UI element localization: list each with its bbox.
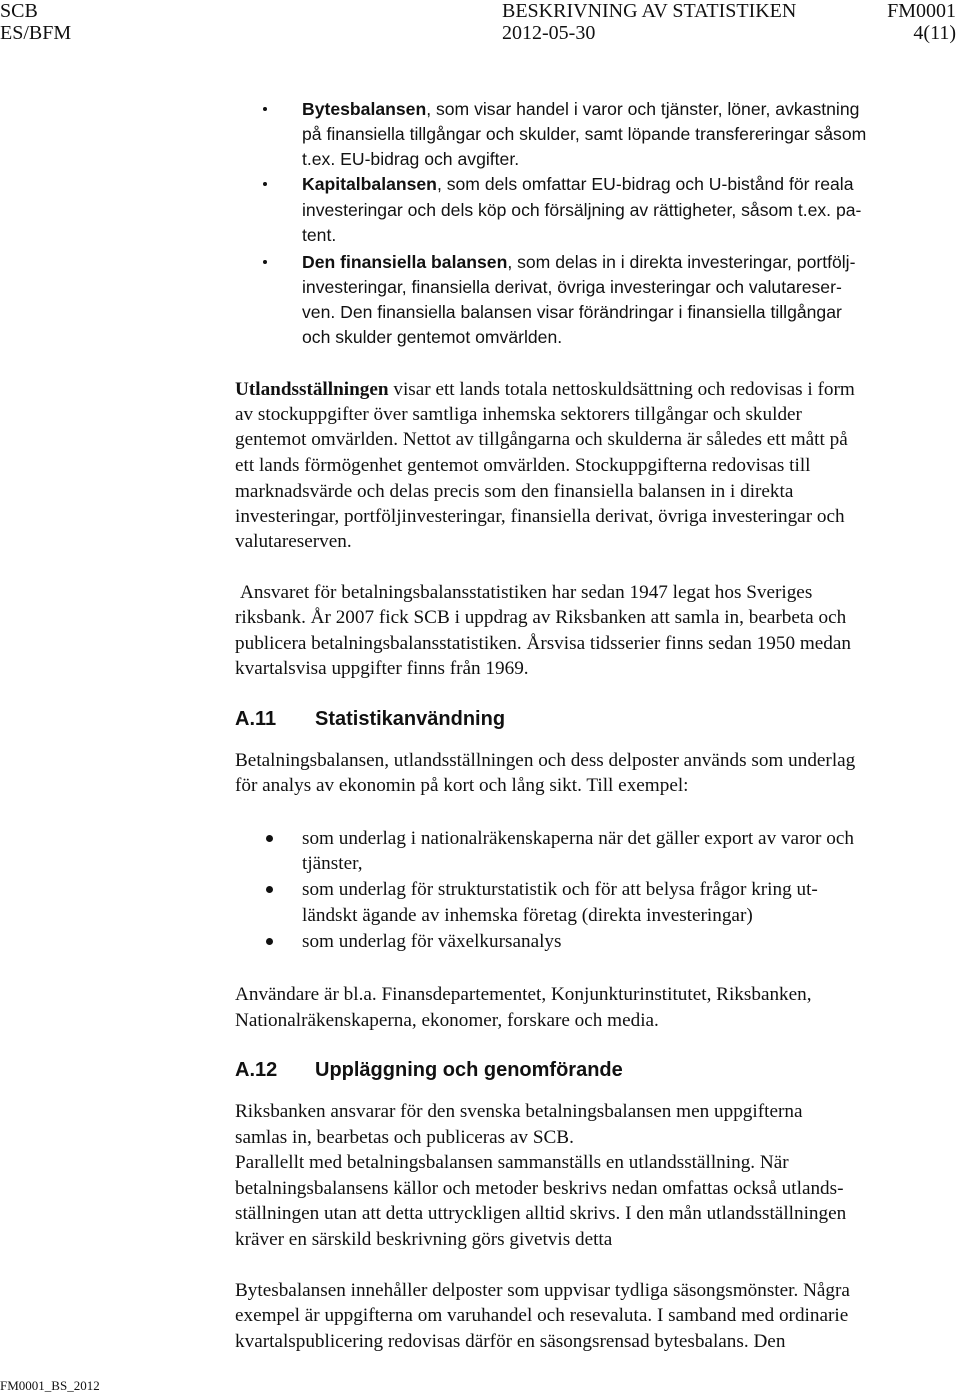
bullet-icon — [263, 260, 267, 264]
list-item-line: som underlag för växelkursanalys — [302, 931, 562, 952]
list-item-line: investeringar, finansiella derivat, övriga investeringar och valutareser- — [302, 277, 842, 297]
paragraph-line: betalningsbalansens källor och metoder beskrivs nedan omfattas också utlands- — [235, 1178, 844, 1199]
bullet-icon — [266, 886, 273, 893]
term-finansiella-balansen: Den finansiella balansen — [302, 252, 508, 272]
paragraph-line: Nationalräkenskaperna, ekonomer, forskare och media. — [235, 1010, 659, 1031]
section-number: A.12 — [235, 1059, 278, 1081]
list-item-line: ven. Den finansiella balansen visar förändringar i finansiella tillgångar — [302, 302, 842, 322]
section-title: Uppläggning och genomförande — [315, 1059, 623, 1081]
section-title: Statistikanvändning — [315, 708, 506, 730]
term-bytesbalansen: Bytesbalansen — [302, 99, 427, 119]
bullet-icon — [266, 938, 273, 945]
bullet-icon — [263, 182, 267, 186]
paragraph-line: gentemot omvärlden. Nettot av tillgångarna och skulderna är således ett mått på — [235, 429, 848, 450]
term-utlandsstallningen: Utlandsställningen — [235, 379, 389, 400]
list-item-line: Den finansiella balansen, som delas in i direkta investeringar, portfölj- — [302, 252, 856, 272]
list-item-line: som underlag för strukturstatistik och för att belysa frågor kring ut- — [302, 879, 818, 900]
paragraph-line: Ansvaret för betalningsbalansstatistiken har sedan 1947 legat hos Sveriges — [240, 582, 813, 603]
paragraph-line: kvartalspublicering redovisas därför en säsongsrensad bytesbalans. Den — [235, 1331, 786, 1352]
list-item-line: Bytesbalansen, som visar handel i varor och tjänster, löner, avkastning — [302, 99, 860, 119]
header-page-number: 4(11) — [913, 22, 956, 44]
paragraph-line: Utlandsställningen visar ett lands totala nettoskuldsättning och redovisas i form — [235, 379, 855, 400]
bullet-icon — [263, 107, 267, 111]
list-item-line: på finansiella tillgångar och skulder, samt löpande transfereringar såsom — [302, 124, 867, 144]
paragraph-line: valutareserven. — [235, 531, 352, 552]
header-unit: ES/BFM — [0, 22, 72, 44]
paragraph-line: Bytesbalansen innehåller delposter som uppvisar tydliga säsongsmönster. Några — [235, 1280, 850, 1301]
header-doc-code: FM0001 — [887, 0, 956, 22]
header-date: 2012-05-30 — [502, 22, 596, 44]
paragraph-line: Parallellt med betalningsbalansen sammanställs en utlandsställning. När — [235, 1152, 789, 1173]
list-item-line: ländskt ägande av inhemska företag (direkta investeringar) — [302, 905, 753, 926]
paragraph-line: riksbank. År 2007 fick SCB i uppdrag av Riksbanken att samla in, bearbeta och — [235, 607, 847, 628]
paragraph-line: samlas in, bearbetas och publiceras av SCB. — [235, 1127, 574, 1148]
paragraph-line: ett lands förmögenhet gentemot omvärlden. Stockuppgifterna redovisas till — [235, 455, 811, 476]
paragraph-line: för analys av ekonomin på kort och lång sikt. Till exempel: — [235, 775, 689, 796]
paragraph-line: investeringar, portföljinvesteringar, finansiella derivat, övriga investeringar och — [235, 506, 845, 527]
bullet-icon — [266, 835, 273, 842]
paragraph-line: Riksbanken ansvarar för den svenska betalningsbalansen men uppgifterna — [235, 1101, 803, 1122]
paragraph-line: exempel är uppgifterna om varuhandel och resevaluta. I samband med ordinarie — [235, 1305, 849, 1326]
header-doc-title: BESKRIVNING AV STATISTIKEN — [502, 0, 797, 22]
paragraph-line: ställningen utan att detta uttryckligen alltid skrivs. I den mån utlandsställningen — [235, 1203, 847, 1224]
paragraph-line: av stockuppgifter över samtliga inhemska sektorers tillgångar och skulder — [235, 404, 802, 425]
footer-code: FM0001_BS_2012 — [0, 1378, 100, 1393]
list-item-line: tent. — [302, 225, 337, 245]
paragraph-line: marknadsvärde och delas precis som den finansiella balansen in i direkta — [235, 481, 794, 502]
paragraph-line: Användare är bl.a. Finansdepartementet, Konjunkturinstitutet, Riksbanken, — [235, 984, 812, 1005]
list-item-line: tjänster, — [302, 853, 363, 874]
term-kapitalbalansen: Kapitalbalansen — [302, 174, 437, 194]
list-item-line: och skulder gentemot omvärlden. — [302, 327, 563, 347]
list-item-line: Kapitalbalansen, som dels omfattar EU-bidrag och U-bistånd för reala — [302, 174, 854, 194]
section-number: A.11 — [235, 708, 277, 730]
list-item-line: som underlag i nationalräkenskaperna när det gäller export av varor och — [302, 828, 854, 849]
header-org: SCB — [0, 0, 38, 22]
list-item-line: t.ex. EU-bidrag och avgifter. — [302, 149, 520, 169]
paragraph-line: publicera betalningsbalansstatistiken. Årsvisa tidsserier finns sedan 1950 medan — [235, 633, 851, 654]
paragraph-line: kräver en särskild beskrivning görs givetvis detta — [235, 1229, 613, 1250]
paragraph-line: Betalningsbalansen, utlandsställningen och dess delposter används som underlag — [235, 750, 856, 771]
paragraph-line: kvartalsvisa uppgifter finns från 1969. — [235, 658, 529, 679]
list-item-line: investeringar och dels köp och försäljning av rättigheter, såsom t.ex. pa- — [302, 200, 862, 220]
